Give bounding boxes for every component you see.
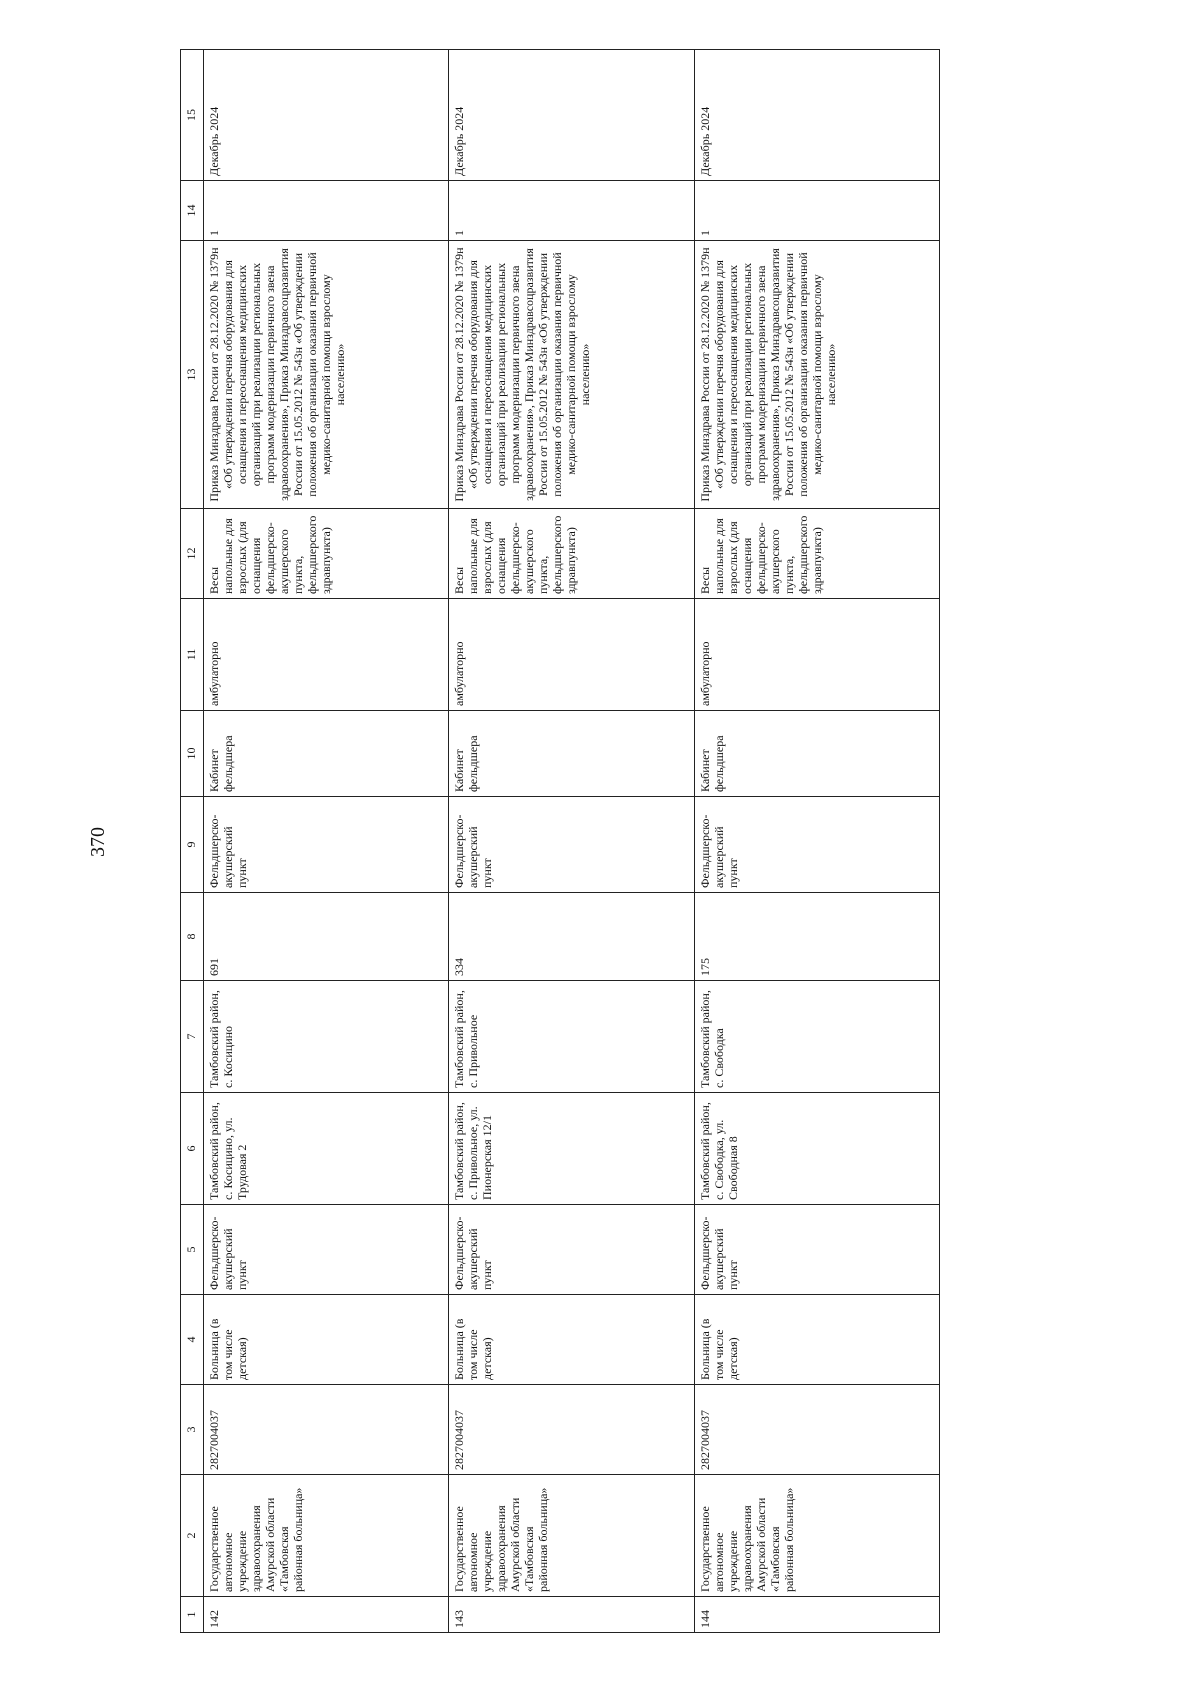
rotated-table-frame [180,50,940,1633]
address: Тамбовский район, с. Косицино, ул. Трудовая 2 [204,1093,449,1205]
organization-type: Больница (в том числе детская) [449,1295,694,1385]
unit-type: Фельдшерско-акушерский пункт [204,1205,449,1295]
quantity: 1 [694,181,939,241]
equipment-name: Весы напольные для взрослых (для оснащения фельдшерско-акушерского пункта, фельдшерского здравпункта) [449,509,694,599]
column-header: 12 [181,509,204,599]
page-number: 370 [87,827,109,857]
address: Тамбовский район, с. Привольное, ул. Пионерская 12/1 [449,1093,694,1205]
column-header: 5 [181,1205,204,1295]
regulation: Приказ Минздрава России от 28.12.2020 № 1379н «Об утверждении перечня оборудования для оснащения и переоснащения медицинских организаций при реализации региональных программ модернизации первичного звена здравоохранения», Приказ Минздравсоцразвития России от 15.05.2012 № 543н «Об утверждении положения об организации оказания первичной медико-санитарной помощи взрослому населению» [694,241,939,509]
delivery-date: Декабрь 2024 [204,50,449,181]
row-number: 144 [694,1597,939,1633]
equipment-name: Весы напольные для взрослых (для оснащения фельдшерско-акушерского пункта, фельдшерского здравпункта) [204,509,449,599]
address: Тамбовский район, с. Свободка, ул. Свободная 8 [694,1093,939,1205]
settlement: Тамбовский район, с. Привольное [449,981,694,1093]
column-header: 3 [181,1385,204,1475]
column-header: 14 [181,181,204,241]
table-row [449,50,694,1633]
population: 175 [694,893,939,981]
department: Фельдшерско-акушерский пункт [694,797,939,893]
table-row [694,50,939,1633]
department: Фельдшерско-акушерский пункт [449,797,694,893]
quantity: 1 [204,181,449,241]
column-header: 15 [181,50,204,181]
inn: 2827004037 [694,1385,939,1475]
column-header: 2 [181,1475,204,1597]
row-number: 143 [449,1597,694,1633]
inn: 2827004037 [204,1385,449,1475]
column-header: 1 [181,1597,204,1633]
settlement: Тамбовский район, с. Косицино [204,981,449,1093]
organization-type: Больница (в том числе детская) [204,1295,449,1385]
organization-name: Государственное автономное учреждение здравоохранения Амурской области «Тамбовская районная больница» [204,1475,449,1597]
population: 691 [204,893,449,981]
column-header: 8 [181,893,204,981]
inn: 2827004037 [449,1385,694,1475]
column-header: 7 [181,981,204,1093]
column-header: 9 [181,797,204,893]
column-header: 4 [181,1295,204,1385]
equipment-table [180,49,940,1633]
care-mode: амбулаторно [694,599,939,711]
regulation: Приказ Минздрава России от 28.12.2020 № 1379н «Об утверждении перечня оборудования для оснащения и переоснащения медицинских организаций при реализации региональных программ модернизации первичного звена здравоохранения», Приказ Минздравсоцразвития России от 15.05.2012 № 543н «Об утверждении положения об организации оказания первичной медико-санитарной помощи взрослому населению» [204,241,449,509]
quantity: 1 [449,181,694,241]
row-number: 142 [204,1597,449,1633]
table-row [204,50,449,1633]
care-mode: амбулаторно [204,599,449,711]
population: 334 [449,893,694,981]
organization-name: Государственное автономное учреждение здравоохранения Амурской области «Тамбовская районная больница» [449,1475,694,1597]
delivery-date: Декабрь 2024 [449,50,694,181]
care-mode: амбулаторно [449,599,694,711]
organization-type: Больница (в том числе детская) [694,1295,939,1385]
cabinet: Кабинет фельдшера [204,711,449,797]
header-row [181,50,204,1633]
regulation: Приказ Минздрава России от 28.12.2020 № 1379н «Об утверждении перечня оборудования для оснащения и переоснащения медицинских организаций при реализации региональных программ модернизации первичного звена здравоохранения», Приказ Минздравсоцразвития России от 15.05.2012 № 543н «Об утверждении положения об организации оказания первичной медико-санитарной помощи взрослому населению» [449,241,694,509]
unit-type: Фельдшерско-акушерский пункт [694,1205,939,1295]
settlement: Тамбовский район, с. Свободка [694,981,939,1093]
column-header: 11 [181,599,204,711]
equipment-name: Весы напольные для взрослых (для оснащения фельдшерско-акушерского пункта, фельдшерского здравпункта) [694,509,939,599]
table-container [180,50,940,1633]
department: Фельдшерско-акушерский пункт [204,797,449,893]
column-header: 10 [181,711,204,797]
unit-type: Фельдшерско-акушерский пункт [449,1205,694,1295]
delivery-date: Декабрь 2024 [694,50,939,181]
column-header: 13 [181,241,204,509]
organization-name: Государственное автономное учреждение здравоохранения Амурской области «Тамбовская районная больница» [694,1475,939,1597]
cabinet: Кабинет фельдшера [694,711,939,797]
cabinet: Кабинет фельдшера [449,711,694,797]
column-header: 6 [181,1093,204,1205]
